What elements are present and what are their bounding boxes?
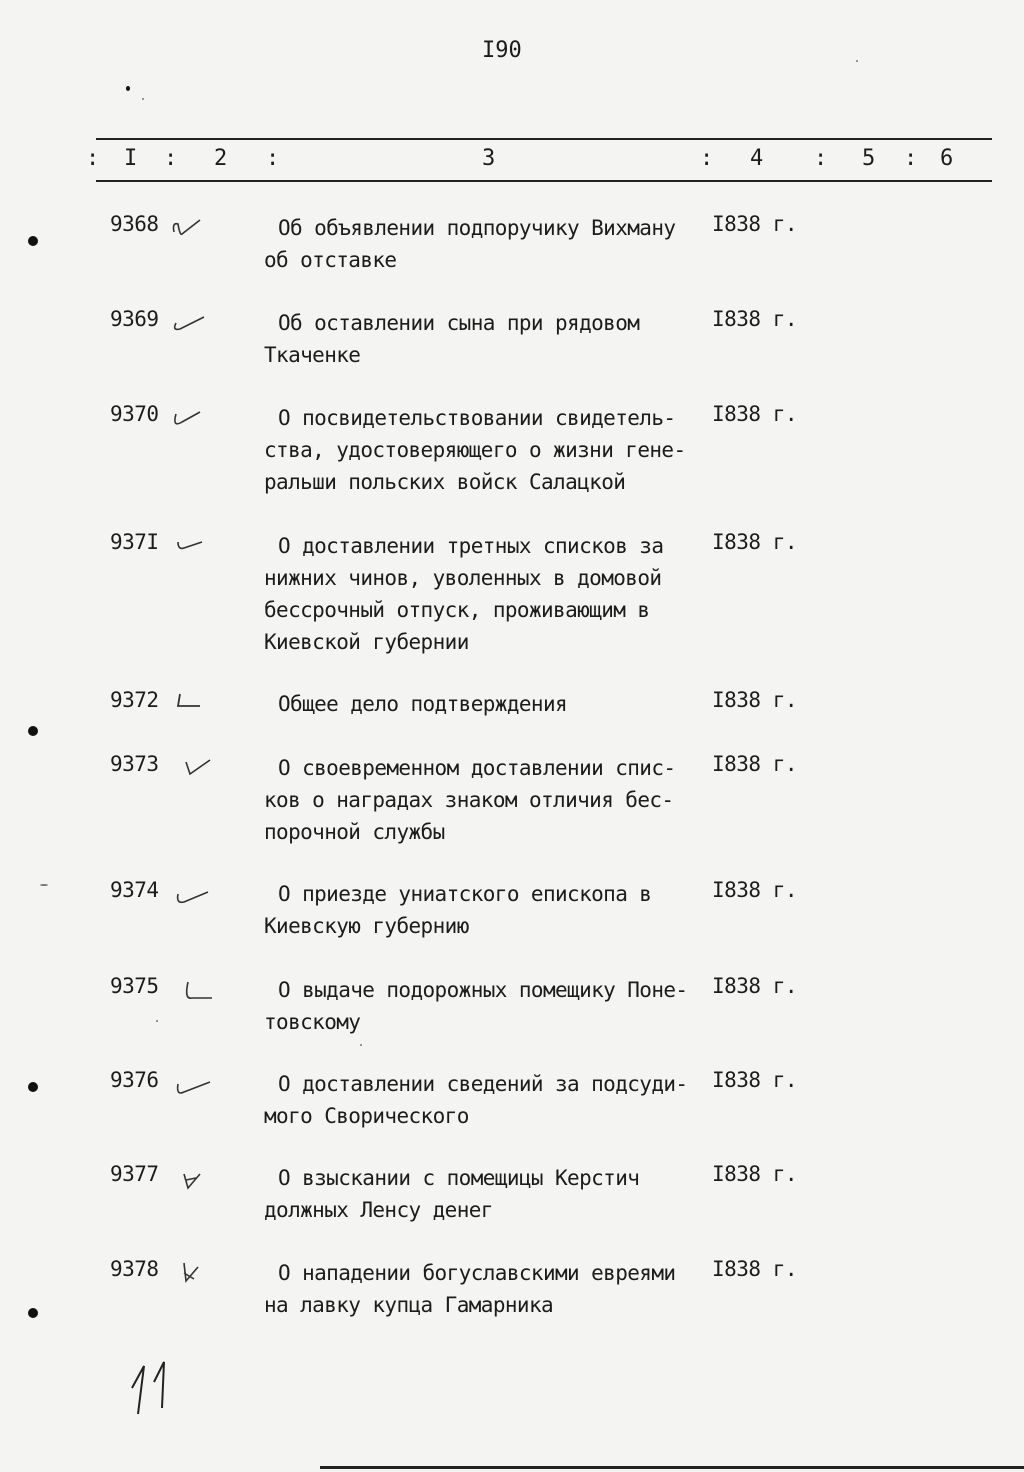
description-line: Киевскую губернию [264, 914, 469, 938]
header-col-2: 2 [214, 146, 228, 171]
entry-number: 9377 [110, 1162, 159, 1186]
handwritten-mark-icon [128, 1358, 176, 1420]
entry-number: 9372 [110, 688, 159, 712]
header-col-3: 3 [482, 146, 496, 171]
description-line: О доставлении третных списков за [278, 534, 664, 558]
entry-year: I838 г. [712, 530, 798, 554]
entry-description [264, 1257, 714, 1321]
entry-year: I838 г. [712, 752, 798, 776]
description-line: О своевременном доставлении спис- [278, 756, 676, 780]
entry-number: 9369 [110, 307, 159, 331]
check-mark-icon [170, 876, 214, 906]
check-mark-icon [170, 686, 214, 716]
description-line: О нападении богуславскими евреями [278, 1261, 676, 1285]
entry-description [264, 212, 714, 276]
description-line: Ткаченке [264, 343, 361, 367]
paper-speck [40, 884, 48, 886]
entry-description [264, 402, 714, 498]
description-line: об отставке [264, 248, 397, 272]
binding-hole [28, 1308, 38, 1318]
description-line: Общее дело подтверждения [278, 692, 568, 716]
paper-speck [856, 60, 858, 62]
entry-description [264, 1162, 714, 1226]
ink-dot [126, 86, 130, 91]
header-col-4: 4 [750, 146, 764, 171]
check-mark-icon [170, 1066, 214, 1096]
check-mark-icon [170, 972, 214, 1002]
entry-year: I838 г. [712, 974, 798, 998]
binding-hole [28, 726, 38, 736]
header-separator: : [700, 146, 714, 171]
entry-number: 9374 [110, 878, 159, 902]
entry-year: I838 г. [712, 878, 798, 902]
description-line: Киевской губернии [264, 630, 469, 654]
bottom-edge-rule [320, 1466, 1024, 1469]
entry-year: I838 г. [712, 402, 798, 426]
description-line: бессрочный отпуск, проживающим в [264, 598, 650, 622]
entry-number: 9368 [110, 212, 159, 236]
check-mark-icon [170, 305, 214, 335]
header-col-1: I [124, 146, 138, 171]
description-line: О приезде униатского епископа в [278, 882, 652, 906]
entry-description [264, 530, 714, 658]
entry-number: 937I [110, 530, 159, 554]
header-separator: : [266, 146, 280, 171]
paper-speck [360, 1044, 362, 1046]
entry-number: 9376 [110, 1068, 159, 1092]
header-separator: : [164, 146, 178, 171]
description-line: О выдаче подорожных помещику Поне- [278, 978, 688, 1002]
entry-year: I838 г. [712, 307, 798, 331]
description-line: мого Сворического [264, 1104, 469, 1128]
entry-description [264, 752, 714, 848]
header-col-6: 6 [940, 146, 954, 171]
check-mark-icon [170, 210, 214, 240]
description-line: ральши польских войск Салацкой [264, 470, 626, 494]
check-mark-icon [170, 750, 214, 780]
description-line: на лавку купца Гамарника [264, 1293, 554, 1317]
entry-year: I838 г. [712, 1068, 798, 1092]
check-mark-icon [170, 528, 214, 558]
description-line: Об объявлении подпоручику Вихману [278, 216, 676, 240]
entry-year: I838 г. [712, 212, 798, 236]
description-line: порочной службы [264, 820, 445, 844]
header-separator: : [814, 146, 828, 171]
entry-description [264, 688, 714, 720]
check-mark-icon [170, 400, 214, 430]
paper-speck [156, 1020, 158, 1022]
binding-hole [28, 1082, 38, 1092]
check-mark-icon [170, 1255, 214, 1285]
paper-speck [142, 98, 144, 100]
entry-number: 9373 [110, 752, 159, 776]
page-number: I90 [482, 38, 522, 63]
check-mark-icon [170, 1160, 214, 1190]
description-line: Об оставлении сына при рядовом [278, 311, 640, 335]
entry-description [264, 878, 714, 942]
entry-description [264, 307, 714, 371]
header-col-5: 5 [862, 146, 876, 171]
entry-description [264, 974, 714, 1038]
entry-year: I838 г. [712, 688, 798, 712]
header-separator: : [86, 146, 100, 171]
description-line: О посвидетельствовании свидетель- [278, 406, 676, 430]
entry-year: I838 г. [712, 1257, 798, 1281]
description-line: товскому [264, 1010, 361, 1034]
entry-description [264, 1068, 714, 1132]
header-separator: : [904, 146, 918, 171]
entry-number: 9370 [110, 402, 159, 426]
entry-number: 9375 [110, 974, 159, 998]
description-line: ства, удостоверяющего о жизни гене- [264, 438, 686, 462]
entry-year: I838 г. [712, 1162, 798, 1186]
description-line: нижних чинов, уволенных в домовой [264, 566, 662, 590]
description-line: должных Ленсу денег [264, 1198, 493, 1222]
description-line: О доставлении сведений за подсуди- [278, 1072, 688, 1096]
binding-hole [28, 236, 38, 246]
description-line: ков о наградах знаком отличия бес- [264, 788, 674, 812]
description-line: О взыскании с помещицы Керстич [278, 1166, 640, 1190]
entry-number: 9378 [110, 1257, 159, 1281]
